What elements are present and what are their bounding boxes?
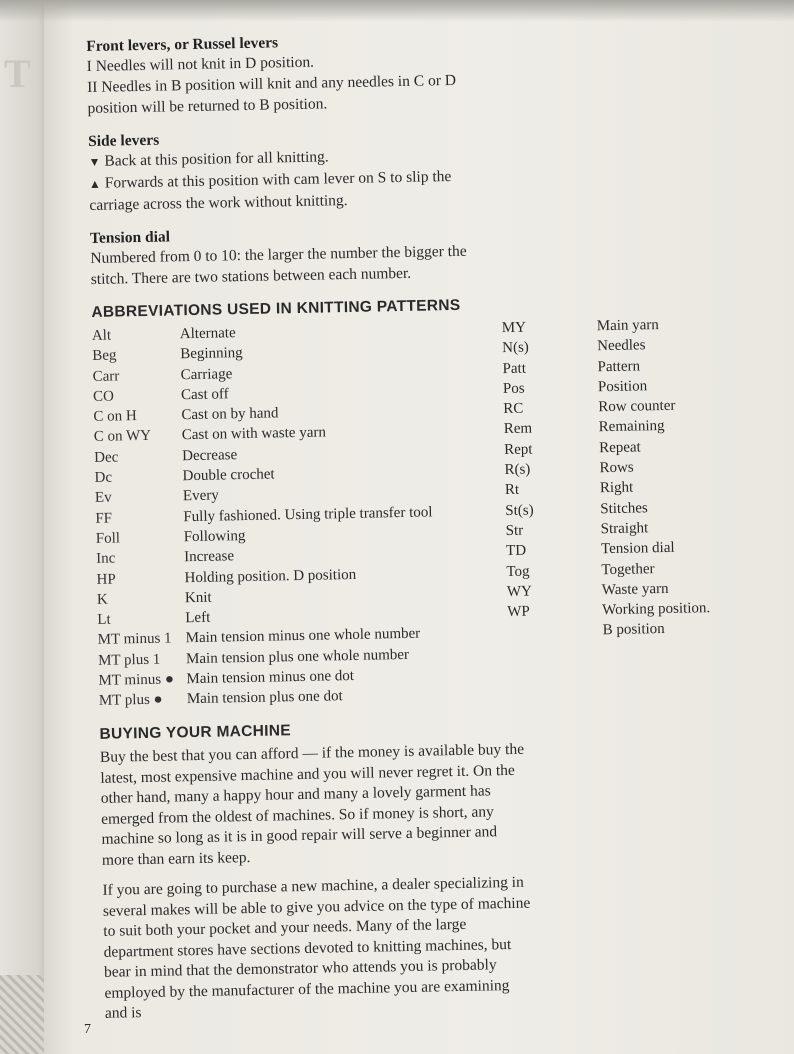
- abbreviation-meaning: Fully fashioned. Using triple transfer tool: [183, 504, 433, 525]
- abbreviation-code: FF: [95, 510, 113, 527]
- abbreviation-code: [507, 621, 602, 643]
- abbreviation-code: HP: [96, 571, 116, 588]
- abbreviation-code: MT minus 1: [97, 630, 172, 649]
- abbreviation-meaning: Main tension minus one whole number: [185, 626, 421, 647]
- abbreviation-code: Patt: [502, 360, 527, 377]
- abbreviations-table: [92, 313, 749, 715]
- abbreviation-code: MT minus ●: [98, 671, 175, 689]
- abbreviation-code: Foll: [95, 530, 121, 547]
- page-content: [86, 18, 755, 1035]
- abbreviation-code: Str: [505, 522, 524, 540]
- side-levers-back-text: Back at this position for all knitting.: [104, 148, 329, 170]
- abbreviation-meaning: Straight: [600, 520, 649, 538]
- tension-dial-heading: Tension dial: [89, 228, 171, 247]
- abbreviation-code: CO: [92, 388, 115, 405]
- abbreviation-meaning: Cast on by hand: [181, 405, 279, 424]
- abbreviation-code: Dec: [94, 449, 119, 466]
- abbreviation-code: Dc: [94, 469, 113, 486]
- abbreviation-code: WP: [507, 603, 530, 621]
- abbreviation-code: Pos: [502, 380, 525, 397]
- abbreviation-meaning: Main tension minus one dot: [186, 668, 355, 688]
- front-levers-line-3: position will be returned to B position.: [87, 95, 328, 117]
- side-levers-heading: Side levers: [87, 131, 160, 150]
- abbreviation-code: Inc: [96, 550, 116, 568]
- abbreviation-meaning: B position: [602, 621, 665, 639]
- abbreviations-left-column: [92, 318, 509, 711]
- abbreviation-meaning: Remaining: [598, 418, 665, 436]
- abbreviation-meaning: Following: [183, 528, 246, 546]
- abbreviation-code: R(s): [504, 461, 531, 479]
- down-triangle-icon: ▼: [88, 154, 101, 169]
- tension-dial-line-1: Numbered from 0 to 10: the larger the number the bigger the: [90, 242, 467, 267]
- front-levers-heading: Front levers, or Russel levers: [86, 34, 279, 55]
- abbreviation-code: Ev: [94, 489, 112, 507]
- abbreviation-code: K: [96, 591, 108, 608]
- abbreviation-meaning: Carriage: [180, 365, 233, 383]
- abbreviation-code: MY: [501, 319, 527, 337]
- abbreviation-meaning: Decrease: [182, 446, 238, 465]
- abbreviation-meaning: Working position.: [602, 600, 711, 619]
- abbreviation-code: WY: [506, 583, 533, 600]
- buying-title: BUYING YOUR MACHINE: [99, 722, 292, 743]
- abbreviation-meaning: Together: [601, 560, 655, 578]
- abbreviation-meaning: Cast off: [180, 386, 229, 404]
- abbreviation-meaning: Double crochet: [182, 466, 275, 485]
- buying-paragraph-2: If you are going to purchase a new machine, a dealer specializing in several makes will be able to give you advice on the type of machine to suit both your pocket and your needs. Many of the large department stores have sections devoted to knitting machines, but bear in mind that the demonstrator who attends you is probably employed by the manufacturer of the machine you are examining and is: [102, 873, 531, 1022]
- abbreviation-code: Beg: [92, 347, 117, 365]
- abbreviation-meaning: Left: [185, 609, 211, 627]
- up-triangle-icon: ▲: [88, 176, 101, 191]
- abbreviation-code: Rept: [503, 441, 533, 458]
- abbreviation-meaning: Increase: [183, 548, 235, 566]
- page-number: 7: [84, 1022, 91, 1037]
- abbreviation-meaning: Right: [599, 479, 634, 497]
- abbreviation-meaning: Every: [182, 487, 219, 505]
- buying-paragraph-1: Buy the best that you can afford — if the money is available buy the latest, most expensive machine and you will never regret it. On the other hand, many a happy hour and many a lovely garment has emerged from the oldest of machines. So if money is short, any machine so long as it is in good repair will serve a beginner and more than earn its keep.: [99, 740, 525, 869]
- front-levers-line-2: II Needles in B position will knit and any needles in C or D: [86, 71, 457, 96]
- facing-page-bleed-glyph: T: [4, 51, 31, 96]
- abbreviation-code: Carr: [92, 368, 120, 385]
- abbreviation-code: C on WY: [93, 428, 152, 446]
- knitting-machine-corner: [0, 975, 44, 1054]
- side-levers-forward-2: carriage across the work without knitting.: [89, 192, 348, 214]
- abbreviation-code: C on H: [93, 408, 137, 426]
- abbreviation-code: Rem: [503, 420, 533, 438]
- tension-dial-line-2: stitch. There are two stations between each number.: [90, 264, 412, 288]
- abbreviation-meaning: Main tension plus one whole number: [185, 646, 410, 667]
- abbreviation-meaning: Pattern: [597, 358, 641, 375]
- abbreviation-code: RC: [503, 400, 524, 418]
- abbreviation-code: TD: [505, 542, 527, 560]
- abbreviation-meaning: Tension dial: [600, 540, 675, 558]
- abbreviation-meaning: Knit: [184, 589, 212, 607]
- abbreviation-meaning: Holding position. D position: [184, 566, 357, 586]
- side-levers-forward-text: Forwards at this position with cam lever on S to slip the: [104, 168, 452, 192]
- abbreviation-meaning: Beginning: [180, 345, 243, 363]
- abbreviation-meaning: Alternate: [179, 325, 236, 343]
- abbreviations-title: ABBREVIATIONS USED IN KNITTING PATTERNS: [91, 296, 461, 321]
- abbreviation-code: MT plus ●: [98, 691, 163, 710]
- abbreviation-code: Tog: [506, 563, 530, 580]
- abbreviations-right-column: [502, 313, 748, 642]
- abbreviation-meaning: Main yarn: [596, 317, 660, 335]
- abbreviation-meaning: Rows: [599, 459, 634, 477]
- abbreviation-meaning: Repeat: [598, 439, 641, 457]
- abbreviation-code: St(s): [505, 502, 534, 519]
- abbreviation-code: MT plus 1: [97, 651, 161, 669]
- abbreviation-meaning: Waste yarn: [601, 580, 669, 599]
- abbreviation-meaning: Main tension plus one dot: [186, 688, 343, 708]
- abbreviation-meaning: Position: [597, 378, 648, 396]
- abbreviation-meaning: Cast on with waste yarn: [181, 424, 327, 444]
- abbreviation-code: N(s): [502, 339, 530, 357]
- front-levers-line-1: I Needles will not knit in D position.: [86, 53, 315, 75]
- abbreviation-code: Lt: [97, 611, 111, 629]
- abbreviation-code: Alt: [91, 327, 112, 344]
- abbreviation-row: [507, 618, 747, 643]
- abbreviation-meaning: Stitches: [600, 499, 648, 517]
- abbreviation-meaning: Needles: [597, 337, 646, 355]
- abbreviation-code: Rt: [504, 482, 520, 499]
- abbreviation-meaning: Row counter: [598, 397, 676, 416]
